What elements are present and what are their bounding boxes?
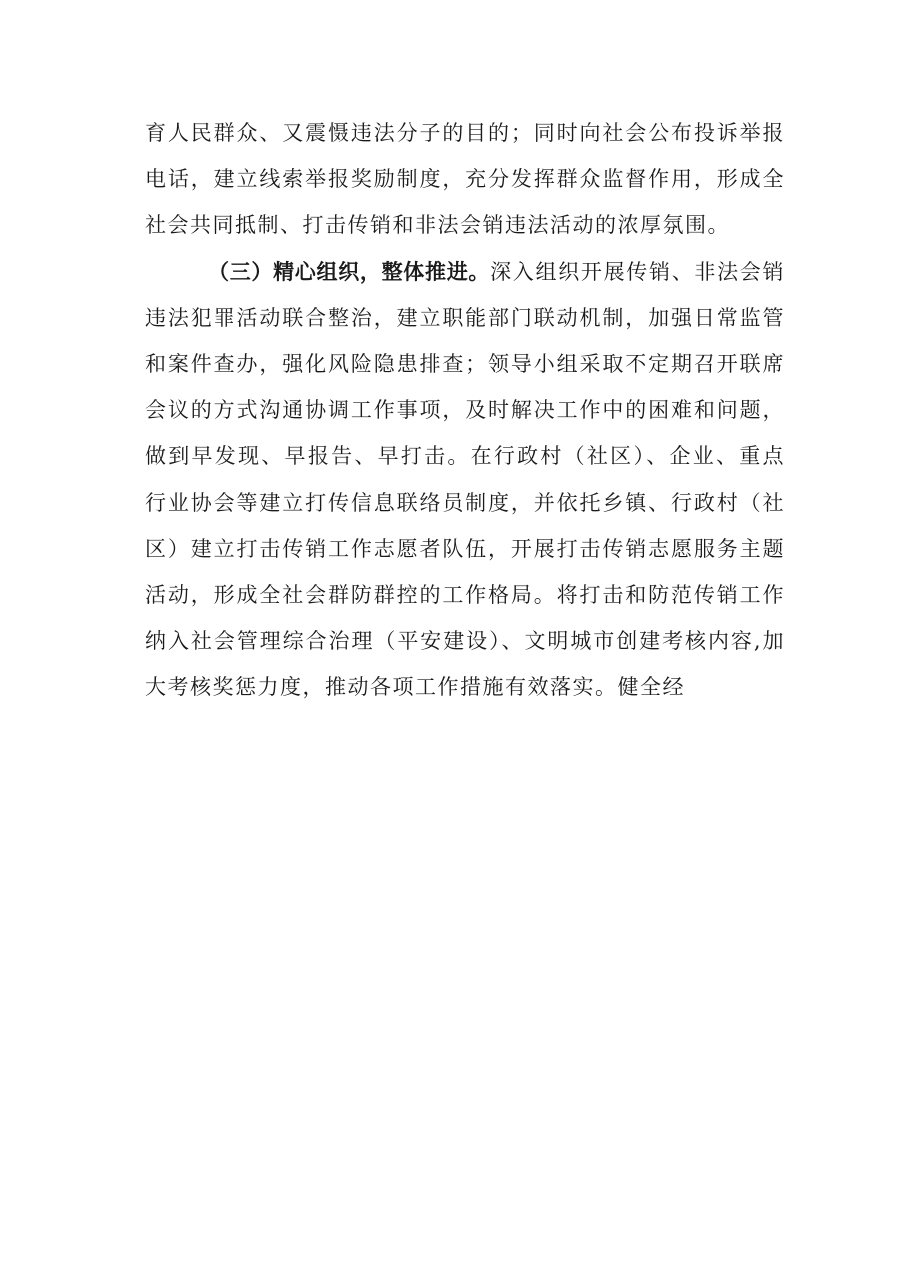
paragraph-2-line-7: 区）建立打击传销工作志愿者队伍，开展打击传销志愿服务主题 [145, 536, 785, 561]
paragraph-2-line-6: 行业协会等建立打传信息联络员制度，并依托乡镇、行政村（社 [145, 490, 785, 515]
paragraph-2-line-9: 纳入社会管理综合治理（平安建设）、文明城市创建考核内容,加 [145, 629, 785, 654]
body-text [145, 110, 785, 710]
paragraph-1-line-3: 社会共同抵制、打击传销和非法会销违法活动的浓厚氛围。 [145, 213, 730, 238]
paragraph-1-line-2: 电话，建立线索举报奖励制度，充分发挥群众监督作用，形成全 [145, 167, 785, 192]
paragraph-2-line-1-text: 深入组织开展传销、非法会销 [490, 259, 786, 284]
paragraph-2-line-8: 活动，形成全社会群防群控的工作格局。将打击和防范传销工作 [145, 582, 785, 607]
section-heading: （三）精心组织，整体推进。 [208, 259, 491, 284]
paragraph-2-line-4: 会议的方式沟通协调工作事项，及时解决工作中的困难和问题， [145, 398, 785, 423]
paragraph-2-line-3: 和案件查办，强化风险隐患排查；领导小组采取不定期召开联席 [145, 351, 785, 376]
paragraph-2-line-2: 违法犯罪活动联合整治，建立职能部门联动机制，加强日常监管 [145, 305, 785, 330]
paragraph-2-line-1 [145, 249, 785, 295]
paragraph-1-line-1: 育人民群众、又震慑违法分子的目的；同时向社会公布投诉举报 [145, 121, 785, 145]
paragraph-2-line-10: 大考核奖惩力度，推动各项工作措施有效落实。健全经 [145, 675, 685, 700]
paragraph-2-line-5: 做到早发现、早报告、早打击。在行政村（社区）、企业、重点 [145, 444, 785, 469]
